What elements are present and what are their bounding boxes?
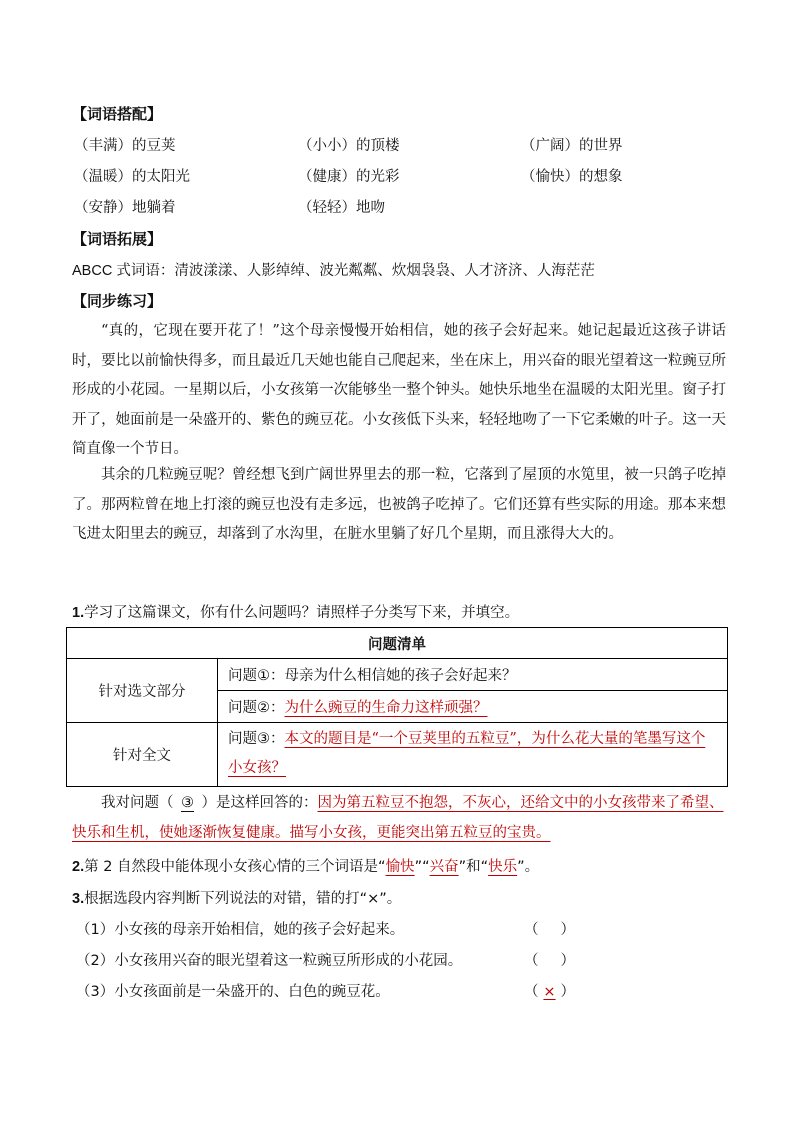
reply-prefix: 我对问题（ <box>101 795 174 811</box>
reply-mid: ）是这样回答的： <box>201 795 318 811</box>
abcc-words <box>72 259 595 280</box>
abcc-label: ABCC 式词语： <box>72 263 175 279</box>
question-item-3-label: 问题③： <box>228 730 285 747</box>
question-item-3-answer: 本文的题目是“一个豆荚里的五粒豆”，为什么花大量的笔墨写这个小女孩？ <box>228 730 706 776</box>
collocation-row <box>74 134 734 165</box>
judgement-item-2: （2）小女孩用兴奋的眼光望着这一粒豌豆所形成的小花园。 <box>76 953 463 969</box>
collocation-heading: 【词语搭配】 <box>72 105 163 123</box>
question-2-answer-3: 快乐 <box>488 859 518 875</box>
question-text: 根据选段内容判断下列说法的对错，错的打“×”。 <box>84 891 402 907</box>
reply-choice: ③ <box>181 795 194 811</box>
judgement-mark-wrong: × <box>543 984 556 1000</box>
collocation-grid <box>74 134 734 227</box>
collocation-item: （愉快）的想象 <box>521 169 623 185</box>
passage-paragraph-2: 其余的几粒豌豆呢？曾经想飞到广阔世界里去的那一粒，它落到了屋顶的水笕里，被一只鸽子吃掉了。那两粒曾在地上打滚的豌豆也没有走多远，也被鸽子吃掉了。它们还算有些实际的用途。那本来想飞进太阳里去的豌豆，却落到了水沟里，在脏水里躺了好几个星期，而且涨得大大的。 <box>72 467 726 542</box>
question-item-3 <box>218 723 728 787</box>
question-1-reply <box>72 788 728 848</box>
passage-paragraph-1: “真的，它现在要开花了！”这个母亲慢慢开始相信，她的孩子会好起来。她记起最近这孩子讲话时，要比以前愉快得多，而且最近几天她也能自己爬起来，坐在床上，用兴奋的眼光望着这一粒豌豆所形成的小花园。一星期以后，小女孩第一次能够坐一整个钟头。她快乐地坐在温暖的太阳光里。窗子打开了，她面前是一朵盛开的、紫色的豌豆花。小女孩低下头来，轻轻地吻了一下它柔嫩的叶子。这一天简直像一个节日。 <box>72 323 726 457</box>
question-number: 1. <box>72 605 85 621</box>
question-2 <box>72 855 539 876</box>
question-2-sep: ”和“ <box>458 859 489 875</box>
collocation-item: （丰满）的豆荚 <box>74 138 176 154</box>
practice-heading: 【同步练习】 <box>72 292 163 310</box>
reply-answer: 因为第五粒豆不抱怨，不灰心，还给文中的小女孩带来了希望、快乐和生机，使她逐渐恢复健康。描写小女孩，更能突出第五粒豆的宝贵。 <box>72 795 724 841</box>
question-item-2-answer: 为什么豌豆的生命力这样顽强？ <box>284 700 488 716</box>
judgement-answer-box-2[interactable]: （ ） <box>524 953 575 969</box>
question-item-2-label: 问题②： <box>228 700 285 716</box>
question-2-sep: ”“ <box>414 859 430 875</box>
collocation-row <box>74 196 734 227</box>
judgement-answer-box-1[interactable]: （ ） <box>524 922 575 938</box>
collocation-item: （安静）地躺着 <box>74 200 176 216</box>
collocation-item: （广阔）的世界 <box>521 138 623 154</box>
question-number: 2. <box>72 859 85 875</box>
question-list-table <box>66 627 728 787</box>
collocation-row <box>74 165 734 196</box>
collocation-item: （轻轻）地吻 <box>298 200 385 216</box>
question-item-2 <box>218 691 728 723</box>
question-3-prompt <box>72 887 401 908</box>
question-number: 3. <box>72 891 85 907</box>
expansion-heading: 【词语拓展】 <box>72 230 163 248</box>
question-2-suffix: ”。 <box>517 859 540 875</box>
collocation-item: （健康）的光彩 <box>298 169 400 185</box>
question-text: 学习了这篇课文，你有什么问题吗？请照样子分类写下来，并填空。 <box>84 605 520 621</box>
question-1-prompt <box>72 601 519 622</box>
judgement-answer-box-3[interactable]: （ × ） <box>524 984 575 1000</box>
abcc-list: 清波漾漾、人影绰绰、波光粼粼、炊烟袅袅、人才济济、人海茫茫 <box>174 263 595 279</box>
collocation-item: （温暖）的太阳光 <box>74 169 190 185</box>
question-2-answer-1: 愉快 <box>385 859 415 875</box>
judgement-item-3: （3）小女孩面前是一朵盛开的、白色的豌豆花。 <box>76 984 390 1000</box>
category-whole-text: 针对全文 <box>67 723 218 787</box>
question-2-answer-2: 兴奋 <box>429 859 459 875</box>
category-excerpt: 针对选文部分 <box>67 659 218 723</box>
question-2-prefix: 第 2 自然段中能体现小女孩心情的三个词语是“ <box>84 859 386 875</box>
question-item-1: 问题①：母亲为什么相信她的孩子会好起来？ <box>218 659 728 691</box>
collocation-item: （小小）的顶楼 <box>298 138 400 154</box>
judgement-item-1: （1）小女孩的母亲开始相信，她的孩子会好起来。 <box>76 922 405 938</box>
question-list-title: 问题清单 <box>67 628 728 659</box>
